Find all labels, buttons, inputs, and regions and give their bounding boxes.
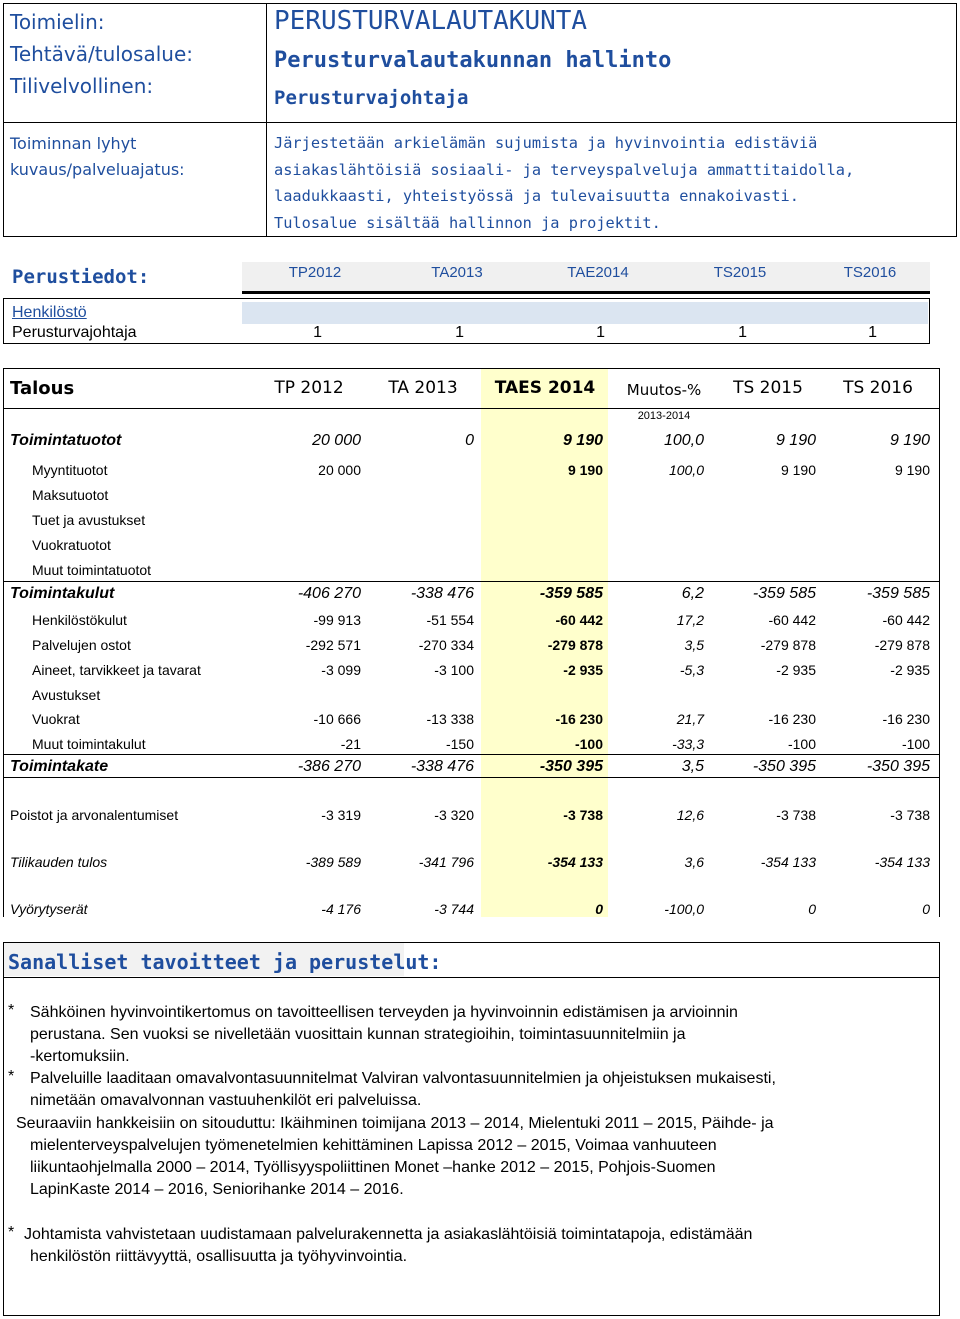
talous-title: Talous <box>10 378 75 399</box>
talous-row <box>4 898 940 918</box>
row-label: Poistot ja arvonalentumiset <box>10 807 179 823</box>
row-value: -60 442 <box>768 612 816 628</box>
row-label: Toimintakate <box>10 758 109 775</box>
row-value: 9 190 <box>775 432 816 449</box>
perustiedot-year: TS2015 <box>713 264 767 281</box>
paragraph-line: mielenterveyspalvelujen työmenetelmien kehittäminen Lapissa 2012 – 2015, Voimaa vanhuuteen <box>30 1137 717 1154</box>
row-value: -60 442 <box>882 612 930 628</box>
row-value: -99 913 <box>313 612 361 628</box>
tulosalue-value: Perusturvalautakunnan hallinto <box>274 48 672 73</box>
row-value: -21 <box>340 736 361 752</box>
row-value: -51 554 <box>426 612 474 628</box>
row-value: -60 442 <box>555 612 603 628</box>
row-label: Henkilöstökulut <box>32 612 127 628</box>
row-value: -2 935 <box>890 662 930 678</box>
bullet-star: * <box>8 1068 15 1085</box>
col-header: TAES 2014 <box>494 378 596 398</box>
row-label: Muut toimintakulut <box>32 736 146 752</box>
perustiedot-year: TAE2014 <box>567 264 629 281</box>
perustiedot-year: TS2016 <box>843 264 897 281</box>
row-value: 0 <box>808 901 816 917</box>
muutos-subheader: 2013-2014 <box>637 410 691 422</box>
description-line: Tulosalue sisältää hallinnon ja projektit. <box>274 213 661 232</box>
header-divider-vertical <box>266 4 267 236</box>
row-label: Aineet, tarvikkeet ja tavarat <box>32 662 201 678</box>
row-value: 0 <box>922 901 930 917</box>
talous-row <box>4 609 940 633</box>
description-line: laadukkaasti, yhteistyössä ja tulevaisuutta ennakoivasti. <box>274 187 799 205</box>
talous-row <box>4 559 940 581</box>
perustiedot-title: Perustiedot: <box>12 266 150 288</box>
row-value: -359 585 <box>752 585 816 602</box>
row-value: 3,6 <box>684 854 704 870</box>
row-value: -359 585 <box>866 585 930 602</box>
row-value: -279 878 <box>547 637 603 653</box>
row-label: Avustukset <box>32 687 101 703</box>
talous-row <box>4 509 940 533</box>
row-value: 17,2 <box>676 612 704 628</box>
talous-row <box>4 684 940 708</box>
perustiedot-value: 1 <box>738 324 747 341</box>
row-value: 12,6 <box>676 807 704 823</box>
description <box>274 130 944 236</box>
row-value: -341 796 <box>418 854 474 870</box>
row-value: -2 935 <box>776 662 816 678</box>
paragraph-line: LapinKaste 2014 – 2016, Seniorihanke 2014 – 2016. <box>30 1181 404 1198</box>
row-value: 0 <box>595 901 603 917</box>
col-header: TP 2012 <box>274 378 344 398</box>
header-divider-horizontal <box>4 122 956 123</box>
row-value: 100,0 <box>663 432 704 449</box>
paragraph-line: nimetään omavalvonnan vastuuhenkilöt eri palveluissa. <box>30 1092 422 1109</box>
bullet-star: * <box>8 1224 15 1241</box>
talous-row <box>4 708 940 732</box>
bullet-star: * <box>8 1002 15 1019</box>
row-value: -150 <box>445 736 474 752</box>
paragraph-line: henkilöstön riittävyyttä, osallisuutta ja työhyvinvointia. <box>30 1248 408 1265</box>
row-value: 9 190 <box>562 432 603 449</box>
row-label: Maksutuotot <box>32 487 109 503</box>
row-label: Muut toimintatuotot <box>32 562 152 578</box>
row-value: 9 190 <box>780 462 816 478</box>
row-value: -100 <box>787 736 816 752</box>
row-value: -359 585 <box>539 585 603 602</box>
label-kuvaus-2: kuvaus/palveluajatus: <box>10 160 185 179</box>
row-value: -3 744 <box>434 901 474 917</box>
paragraph-line: perustana. Sen vuoksi se nivelletään vuosittain kunnan strategioihin, toimintasuunnitelmiin ja <box>30 1026 686 1043</box>
row-value: -389 589 <box>305 854 361 870</box>
col-header: TS 2016 <box>843 378 913 398</box>
row-value: 0 <box>465 432 474 449</box>
row-value: -5,3 <box>679 662 704 678</box>
row-value: -3 099 <box>321 662 361 678</box>
row-value: -350 395 <box>539 758 603 775</box>
perusturvajohtaja-label: Perusturvajohtaja <box>12 324 137 341</box>
row-value: -100,0 <box>664 901 704 917</box>
row-value: -3 738 <box>890 807 930 823</box>
row-value: -406 270 <box>297 585 361 602</box>
row-value: -279 878 <box>874 637 930 653</box>
row-value: -16 230 <box>768 711 816 727</box>
row-value: 3,5 <box>681 758 704 775</box>
perustiedot-value: 1 <box>313 324 322 341</box>
row-label: Tuet ja avustukset <box>32 512 146 528</box>
row-value: -16 230 <box>882 711 930 727</box>
row-value: -354 133 <box>874 854 930 870</box>
talous-row <box>4 484 940 508</box>
label-kuvaus-1: Toiminnan lyhyt <box>10 134 137 153</box>
paragraph-1 <box>30 1002 738 1068</box>
talous-row <box>4 581 940 605</box>
row-label: Vyörytyserät <box>10 901 88 917</box>
row-value: 20 000 <box>318 462 361 478</box>
talous-row <box>4 459 940 483</box>
paragraph-line: Johtamista vahvistetaan uudistamaan palvelurakennetta ja asiakaslähtöisiä toimintatapoja, edistämään <box>24 1226 753 1243</box>
row-value: -4 176 <box>321 901 361 917</box>
row-value: -100 <box>901 736 930 752</box>
row-value: 20 000 <box>312 432 361 449</box>
tilivelvollinen-value: Perusturvajohtaja <box>274 87 469 109</box>
col-header: Muutos-% <box>626 381 702 399</box>
row-value: 21,7 <box>676 711 704 727</box>
description-line: asiakaslähtöisiä sosiaali- ja terveyspalveluja ammattitaidolla, <box>274 160 855 179</box>
talous-row <box>4 851 940 875</box>
row-value: 6,2 <box>681 585 704 602</box>
description-line: Järjestetään arkielämän sujumista ja hyvinvointia edistäviä <box>274 134 818 152</box>
talous-row <box>4 733 940 755</box>
row-value: -10 666 <box>313 711 361 727</box>
row-label: Vuokrat <box>32 711 80 727</box>
row-value: -100 <box>574 736 603 752</box>
row-value: -3 320 <box>434 807 474 823</box>
row-value: -2 935 <box>563 662 603 678</box>
paragraph-2 <box>30 1068 776 1112</box>
row-value: -16 230 <box>555 711 603 727</box>
row-value: -338 476 <box>410 585 474 602</box>
henkilosto-row-bg <box>242 302 928 324</box>
row-value: -292 571 <box>305 637 361 653</box>
row-value: -3 738 <box>776 807 816 823</box>
col-header: TA 2013 <box>388 378 458 398</box>
paragraph-line: -kertomuksiin. <box>30 1048 130 1065</box>
col-header: TS 2015 <box>733 378 803 398</box>
row-value: -33,3 <box>672 736 704 752</box>
talous-row <box>4 659 940 683</box>
talous-row <box>4 804 940 828</box>
row-value: -386 270 <box>297 758 361 775</box>
row-value: 9 190 <box>567 462 603 478</box>
label-tilivelvollinen: Tilivelvollinen: <box>10 74 154 98</box>
sanalliset-title: Sanalliset tavoitteet ja perustelut: <box>8 950 442 974</box>
perustiedot-value: 1 <box>868 324 877 341</box>
paragraph-line: Sähköinen hyvinvointikertomus on tavoitteellisen terveyden ja hyvinvoinnin edistämisen ja arvioinnin <box>30 1004 738 1021</box>
sanalliset-divider <box>3 977 940 978</box>
perustiedot-year: TP2012 <box>288 264 342 281</box>
row-value: -270 334 <box>418 637 474 653</box>
perustiedot-value: 1 <box>596 324 605 341</box>
row-value: 3,5 <box>684 637 704 653</box>
talous-header-divider <box>3 408 940 409</box>
row-value: 9 190 <box>894 462 930 478</box>
row-value: -3 100 <box>434 662 474 678</box>
paragraph-4 <box>24 1224 752 1268</box>
row-value: -354 133 <box>547 854 603 870</box>
paragraph-line: Palveluille laaditaan omavalvontasuunnitelmat Valviran valvontasuunnitelmien ja ohjeistuksen mukaisesti, <box>30 1070 776 1087</box>
row-label: Toimintakulut <box>10 585 115 602</box>
paragraph-3 <box>16 1113 936 1201</box>
row-value: -350 395 <box>752 758 816 775</box>
label-tehtava: Tehtävä/tulosalue: <box>10 42 193 66</box>
label-toimielin: Toimielin: <box>10 10 105 34</box>
henkilosto-label: Henkilöstö <box>12 304 87 321</box>
row-label: Palvelujen ostot <box>32 637 131 653</box>
paragraph-line: Seuraaviin hankkeisiin on sitouduttu: Ikäihminen toimijana 2013 – 2014, Mielentuki 2011 – 2015, Päihde- ja <box>16 1115 774 1132</box>
talous-row <box>4 429 940 453</box>
talous-row <box>4 634 940 658</box>
row-value: -350 395 <box>866 758 930 775</box>
perustiedot-value: 1 <box>455 324 464 341</box>
row-value: -279 878 <box>760 637 816 653</box>
paragraph-line: liikuntaohjelmalla 2000 – 2014, Työllisyyspoliittinen Monet –hanke 2012 – 2015, Pohjois-Suomen <box>30 1159 716 1176</box>
toimielin-value: PERUSTURVALAUTAKUNTA <box>274 6 588 36</box>
row-value: -13 338 <box>426 711 474 727</box>
row-label: Myyntituotot <box>32 462 108 478</box>
row-value: -3 738 <box>563 807 603 823</box>
row-value: 9 190 <box>889 432 930 449</box>
row-value: 100,0 <box>668 462 704 478</box>
row-value: -354 133 <box>760 854 816 870</box>
row-value: -338 476 <box>410 758 474 775</box>
row-label: Vuokratuotot <box>32 537 111 553</box>
row-label: Toimintatuotot <box>10 432 122 449</box>
perustiedot-year: TA2013 <box>431 264 483 281</box>
row-label: Tilikauden tulos <box>10 854 108 870</box>
talous-row <box>4 534 940 558</box>
row-value: -3 319 <box>321 807 361 823</box>
talous-row <box>4 754 940 778</box>
